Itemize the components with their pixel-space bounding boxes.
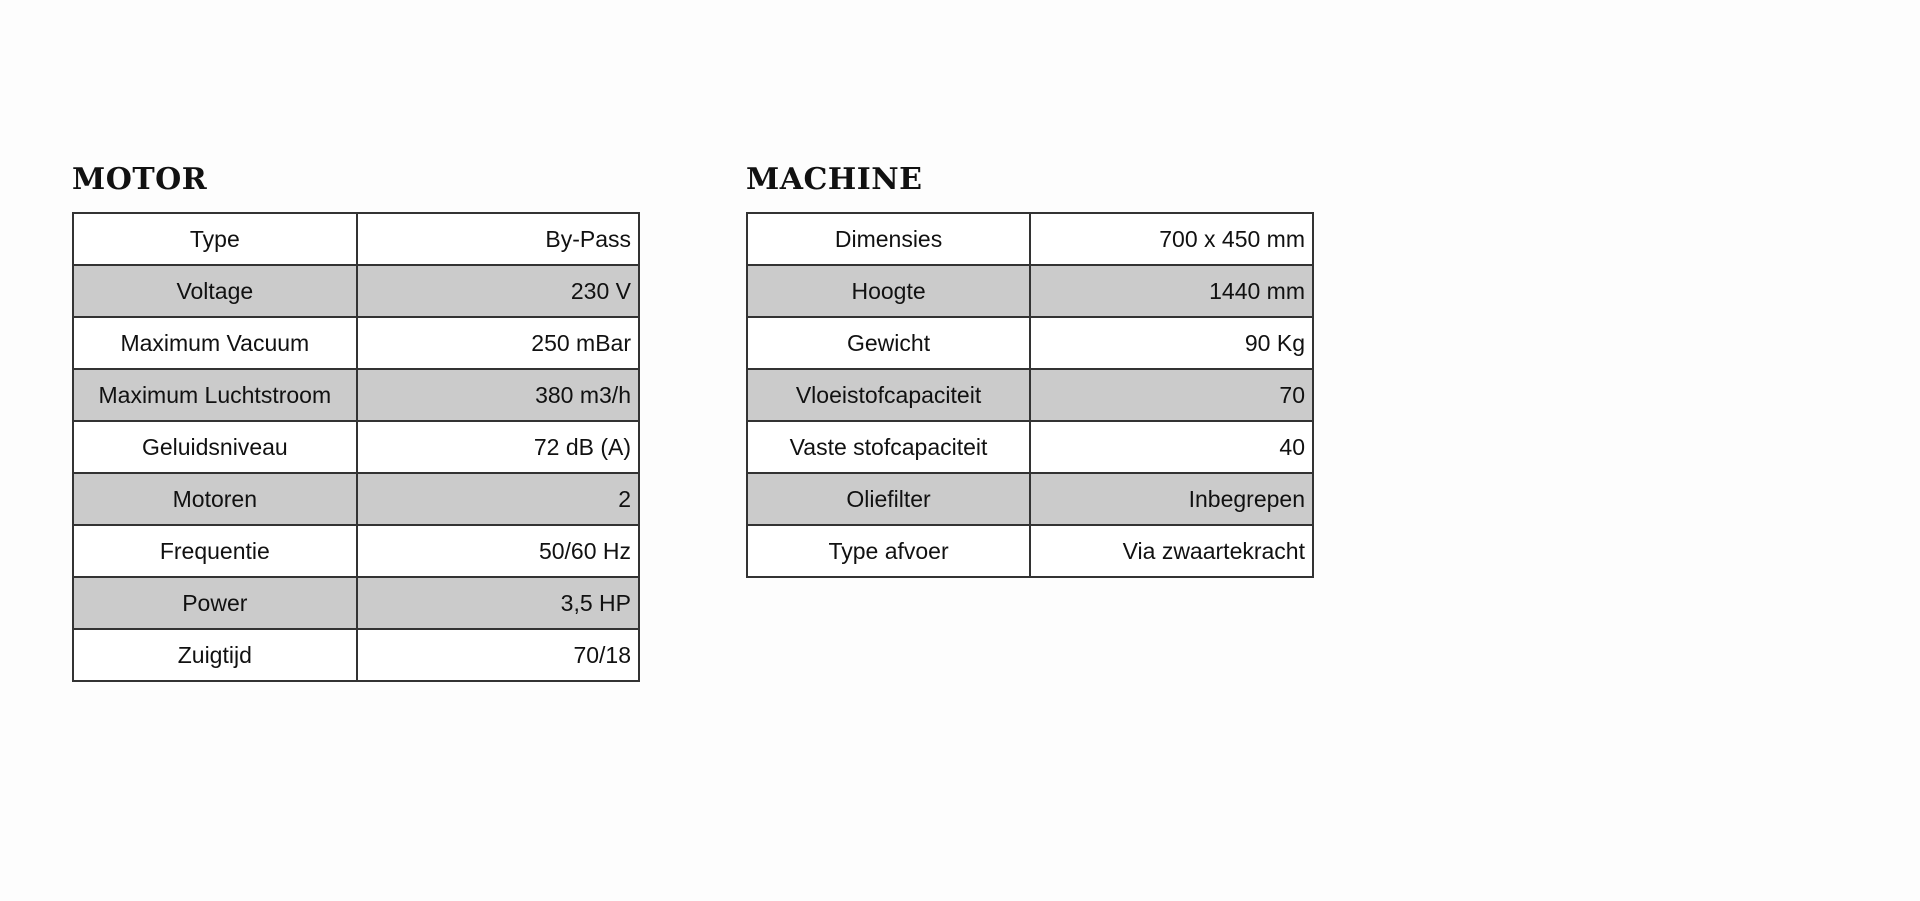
spec-value: 1440 mm [1030, 265, 1313, 317]
table-row [747, 421, 1313, 473]
spec-label: Power [73, 577, 357, 629]
spec-value: 70 [1030, 369, 1313, 421]
spec-value: 72 dB (A) [357, 421, 639, 473]
spec-label: Motoren [73, 473, 357, 525]
spec-label: Frequentie [73, 525, 357, 577]
spec-value: By-Pass [357, 213, 639, 265]
machine-section [746, 160, 1314, 578]
spec-label: Maximum Vacuum [73, 317, 357, 369]
table-row [73, 525, 639, 577]
spec-value: 380 m3/h [357, 369, 639, 421]
table-row [747, 213, 1313, 265]
machine-title: MACHINE [746, 162, 923, 197]
spec-value: 2 [357, 473, 639, 525]
spec-value: 250 mBar [357, 317, 639, 369]
motor-title: MOTOR [72, 162, 208, 197]
spec-label: Type [73, 213, 357, 265]
spec-value: 230 V [357, 265, 639, 317]
table-row [747, 473, 1313, 525]
table-row [73, 369, 639, 421]
spec-value: 700 x 450 mm [1030, 213, 1313, 265]
table-row [73, 317, 639, 369]
table-row [747, 317, 1313, 369]
table-row [73, 577, 639, 629]
spec-label: Oliefilter [747, 473, 1030, 525]
spec-label: Zuigtijd [73, 629, 357, 681]
table-row [747, 369, 1313, 421]
table-row [73, 473, 639, 525]
table-row [73, 629, 639, 681]
spec-label: Type afvoer [747, 525, 1030, 577]
spec-value: 70/18 [357, 629, 639, 681]
spec-value: 50/60 Hz [357, 525, 639, 577]
machine-spec-table [746, 212, 1314, 578]
table-row [73, 265, 639, 317]
motor-spec-table [72, 212, 640, 682]
spec-label: Vloeistofcapaciteit [747, 369, 1030, 421]
spec-label: Gewicht [747, 317, 1030, 369]
table-row [747, 525, 1313, 577]
spec-value: 90 Kg [1030, 317, 1313, 369]
spec-value: 40 [1030, 421, 1313, 473]
spec-label: Voltage [73, 265, 357, 317]
spec-label: Geluidsniveau [73, 421, 357, 473]
spec-value: Inbegrepen [1030, 473, 1313, 525]
spec-value: Via zwaartekracht [1030, 525, 1313, 577]
table-row [73, 421, 639, 473]
spec-label: Hoogte [747, 265, 1030, 317]
spec-label: Maximum Luchtstroom [73, 369, 357, 421]
spec-label: Vaste stofcapaciteit [747, 421, 1030, 473]
motor-section [72, 160, 640, 682]
table-row [73, 213, 639, 265]
spec-value: 3,5 HP [357, 577, 639, 629]
spec-label: Dimensies [747, 213, 1030, 265]
table-row [747, 265, 1313, 317]
